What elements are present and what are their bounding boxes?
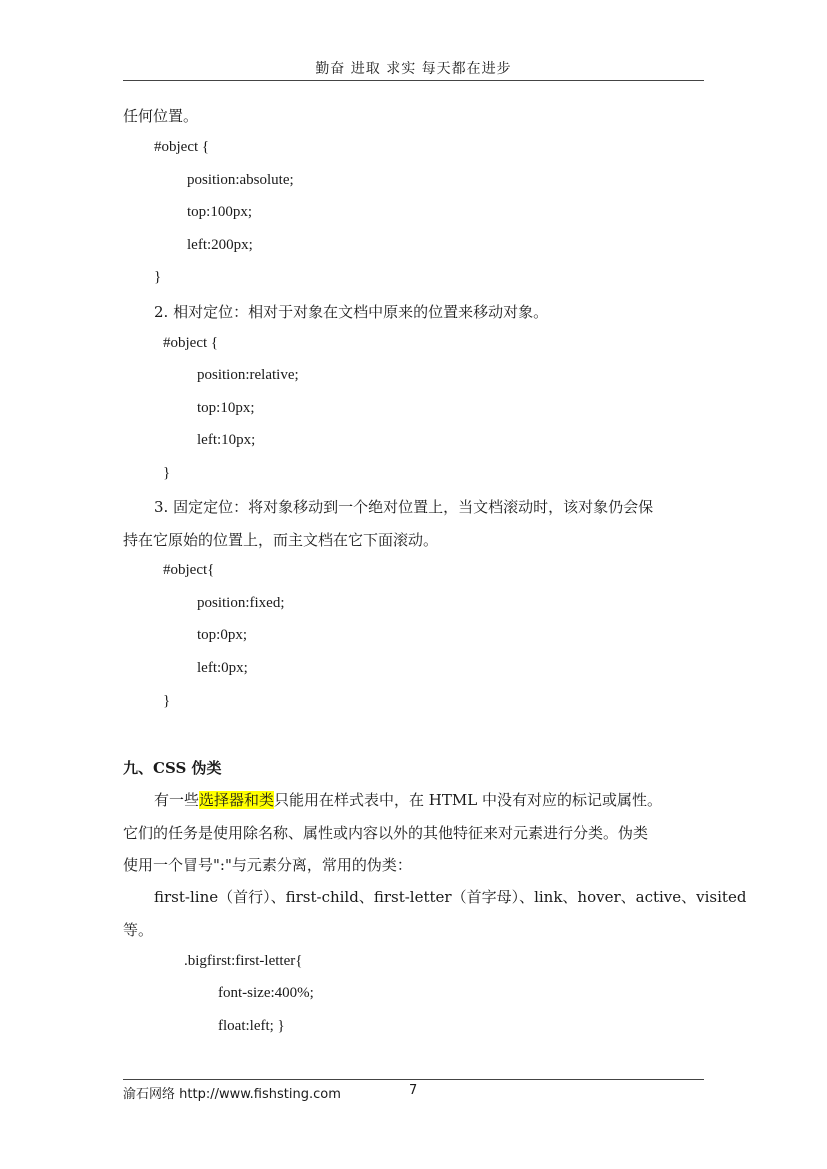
highlighted-text: 选择器和类	[199, 791, 275, 809]
code-line: font-size:400%;	[218, 985, 314, 1001]
footer-company: 渝石网络 http://www.fishsting.com	[123, 1087, 341, 1102]
text-line: 3. 固定定位：将对象移动到一个绝对位置上，当文档滚动时，该对象仍会保	[154, 498, 654, 516]
paragraph-line	[154, 790, 662, 810]
footer-rule	[123, 1079, 704, 1080]
code-line: #object{	[163, 562, 215, 578]
header-rule	[123, 80, 704, 81]
code-line: float:left; }	[218, 1018, 285, 1034]
code-line: top:0px;	[197, 627, 248, 643]
code-line: left:10px;	[197, 432, 256, 448]
paragraph-line: first-line（首行）、first-child、first-letter（首字母）、link、hover、active、visited	[154, 888, 747, 906]
paragraph-text: 只能用在样式表中，在 HTML 中没有对应的标记或属性。	[274, 791, 662, 809]
header-motto: 勤奋 进取 求实 每天都在进步	[315, 61, 512, 77]
text-line: 任何位置。	[123, 107, 199, 125]
paragraph-text: 有一些	[154, 791, 200, 809]
page-number: 7	[409, 1083, 418, 1098]
code-line: position:absolute;	[187, 172, 294, 188]
paragraph-line: 它们的任务是使用除名称、属性或内容以外的其他特征来对元素进行分类。伪类	[123, 824, 649, 842]
code-line: #object {	[163, 335, 219, 351]
text-line: 2. 相对定位：相对于对象在文档中原来的位置来移动对象。	[154, 303, 549, 321]
code-line: left:200px;	[187, 237, 253, 253]
code-line: top:10px;	[197, 400, 255, 416]
code-line: top:100px;	[187, 204, 253, 220]
code-line: }	[163, 693, 171, 709]
code-line: left:0px;	[197, 660, 248, 676]
section-heading: 九、CSS 伪类	[123, 759, 222, 777]
code-line: }	[154, 269, 162, 285]
code-line: position:fixed;	[197, 595, 285, 611]
code-line: }	[163, 465, 171, 481]
paragraph-line: 等。	[123, 921, 154, 939]
code-line: .bigfirst:first-letter{	[184, 953, 303, 969]
code-line: position:relative;	[197, 367, 299, 383]
text-line: 持在它原始的位置上，而主文档在它下面滚动。	[123, 531, 439, 549]
code-line: #object {	[154, 139, 210, 155]
paragraph-line: 使用一个冒号":"与元素分离，常用的伪类：	[123, 856, 412, 874]
